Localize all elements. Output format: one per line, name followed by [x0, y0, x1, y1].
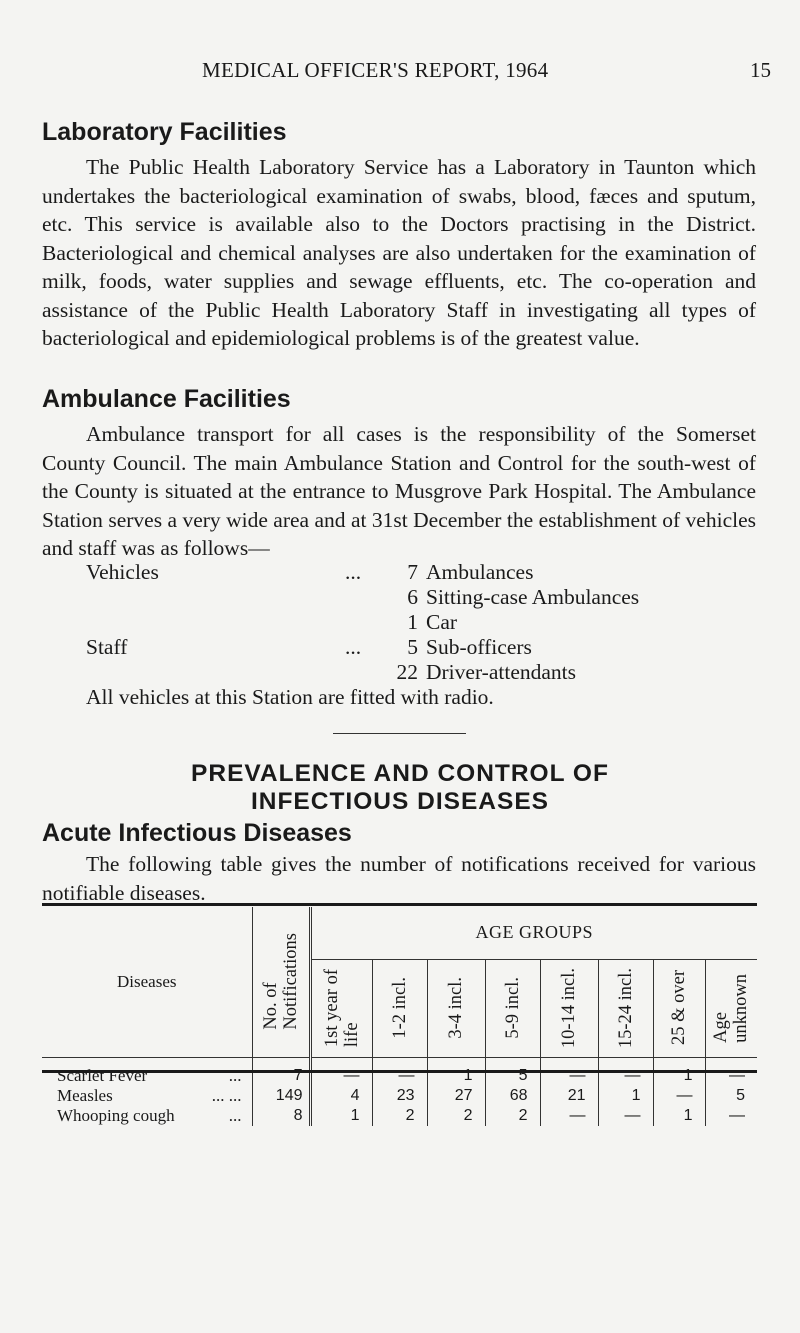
fleet-number: 22 [396, 660, 418, 684]
fleet-description: Sitting-case Ambulances [426, 585, 640, 609]
age-count-cell: 21 [540, 1086, 598, 1106]
ambulance-heading: Ambulance Facilities [42, 385, 291, 413]
section-divider [333, 733, 466, 734]
table-top-rule [42, 903, 757, 906]
age-col-label: 1st year of [321, 968, 342, 1048]
age-count-cell: 23 [372, 1086, 427, 1106]
age-count-cell: — [729, 1066, 745, 1084]
age-col-label: 25 & over [669, 970, 689, 1046]
prevalence-paragraph [42, 850, 756, 907]
age-col-label: Age [711, 1011, 732, 1043]
vehicles-dots: ... [345, 560, 362, 584]
prevalence-text: The following table gives the number of notifications received for various notifiable diseases. [42, 852, 756, 905]
age-count-cell: 68 [485, 1086, 540, 1106]
age-count-cell: — [310, 1057, 372, 1086]
age-count-cell: — [372, 1057, 427, 1086]
notifications-cell: 7 [252, 1057, 310, 1086]
notifications-cell: 149 [252, 1086, 310, 1106]
notifications-header-l1: No. of [260, 982, 281, 1031]
age-col-header [540, 959, 598, 1057]
age-col-label: 15-24 incl. [615, 967, 636, 1049]
age-count-cell: 27 [427, 1086, 485, 1106]
age-col-header [427, 959, 485, 1057]
fleet-description: Car [426, 610, 458, 634]
age-col-header [372, 959, 427, 1057]
ambulance-paragraph [42, 420, 756, 563]
age-count-cell: — [540, 1106, 598, 1126]
disease-name: Measles [57, 1085, 113, 1105]
fleet-number: 6 [407, 585, 418, 609]
notifications-cell: 8 [252, 1106, 310, 1126]
notifications-header-l2: Notifications [280, 933, 301, 1031]
age-count-cell: — [598, 1106, 653, 1126]
age-col-label: 3-4 incl. [446, 977, 466, 1039]
lab-paragraph [42, 153, 756, 353]
ambulance-text: Ambulance transport for all cases is the responsibility of the Somerset County Council. The main Ambulance Station and Control for the south-west of the County is situated at the entrance to Musgrove Park Hospital. The Ambulance Station serves a very wide area and at 31st December the establishment of vehicles and staff was as follows— [42, 422, 756, 560]
vehicles-label: Vehicles [86, 560, 159, 584]
acute-heading: Acute Infectious Diseases [42, 819, 352, 847]
age-count-cell: 1 [598, 1086, 653, 1106]
fleet-number: 5 [407, 635, 418, 659]
age-col-header [485, 959, 540, 1057]
age-col-header [310, 959, 372, 1057]
disease-name: Whooping cough [57, 1105, 175, 1125]
age-groups-table [42, 907, 757, 1126]
notifications-header [252, 907, 310, 1057]
fleet-number: 1 [407, 610, 418, 634]
age-count-cell: 1 [653, 1106, 705, 1126]
disease-cell [42, 1106, 252, 1126]
age-count-cell: — [540, 1057, 598, 1086]
age-col-label: 10-14 incl. [559, 967, 579, 1049]
age-count-cell: — [729, 1106, 745, 1124]
table-bottom-rule [42, 1070, 757, 1073]
age-count-cell: — [653, 1086, 705, 1106]
age-col-label: 1-2 incl. [389, 977, 410, 1039]
age-col-label-2: life [341, 1022, 362, 1048]
radio-note: All vehicles at this Station are fitted with radio. [86, 685, 494, 709]
age-count-cell: 2 [485, 1106, 540, 1126]
disease-cell [42, 1086, 252, 1106]
prevalence-title-line2: INFECTIOUS DISEASES [250, 788, 550, 815]
age-groups-header: AGE GROUPS [310, 907, 757, 959]
age-count-cell: 2 [372, 1106, 427, 1126]
age-col-header [705, 959, 757, 1057]
age-count-cell: 5 [485, 1057, 540, 1086]
table-row [42, 1086, 757, 1106]
age-count-cell: 1 [653, 1057, 705, 1086]
disease-dots: ... ... [211, 1085, 242, 1105]
disease-name: Scarlet Fever [57, 1065, 148, 1085]
age-count-cell: 5 [736, 1086, 745, 1104]
fleet-description: Sub-officers [426, 635, 532, 659]
lab-text: The Public Health Laboratory Service has a Laboratory in Taunton which undertakes the bacteriological examination of swabs, blood, fæces and sputum, etc. This service is available also to the Doctors practising in the District. Bacteriological and chemical analyses are also undertaken for the examination of milk, foods, water supplies and sewage effluents, etc. The co-operation and assistance of the Public Health Laboratory Staff in investigating all types of bacteriological and epidemiological problems is of the greatest value. [42, 155, 756, 350]
page-number: 15 [750, 58, 771, 82]
age-col-header [598, 959, 653, 1057]
table-row [42, 1106, 757, 1126]
disease-dots: ... [228, 1105, 242, 1125]
age-col-header [653, 959, 705, 1057]
age-col-label-2: unknown [731, 973, 752, 1043]
age-col-label: 5-9 incl. [502, 977, 523, 1039]
age-count-cell: 4 [310, 1086, 372, 1106]
fleet-description: Driver-attendants [426, 660, 577, 684]
running-header [0, 58, 800, 98]
fleet-number: 7 [407, 560, 418, 584]
fleet-description: Ambulances [426, 560, 534, 584]
age-count-cell: 1 [310, 1106, 372, 1126]
age-count-cell: — [598, 1057, 653, 1086]
lab-heading: Laboratory Facilities [42, 118, 287, 146]
disease-dots: ... [228, 1065, 242, 1085]
staff-dots: ... [345, 635, 362, 659]
diseases-header: Diseases [42, 907, 252, 1057]
staff-label: Staff [86, 635, 128, 659]
report-title: MEDICAL OFFICER'S REPORT, 1964 [202, 58, 549, 82]
age-count-cell: 2 [427, 1106, 485, 1126]
age-count-cell: 1 [427, 1057, 485, 1086]
prevalence-title-line1: PREVALENCE AND CONTROL OF [191, 760, 609, 787]
notifications-header-text [261, 933, 301, 1030]
